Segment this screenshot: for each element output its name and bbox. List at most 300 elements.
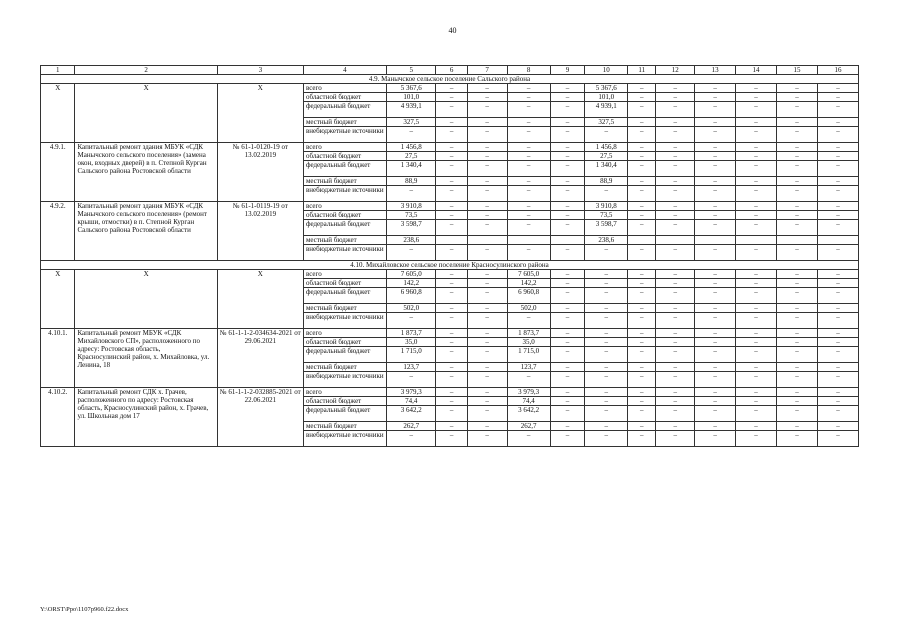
object-number: 4.10.2. <box>41 388 75 447</box>
amount-cell: – <box>436 93 467 102</box>
amount-cell: 74,4 <box>507 397 550 406</box>
amount-cell: – <box>467 245 507 261</box>
amount-cell: – <box>817 329 858 338</box>
amount-cell: 1 873,7 <box>386 329 436 338</box>
amount-cell: – <box>656 329 695 338</box>
amount-cell: 1 340,4 <box>585 161 628 177</box>
amount-cell: – <box>436 347 467 363</box>
amount-cell: – <box>436 84 467 93</box>
amount-cell: 5 367,6 <box>585 84 628 93</box>
amount-cell: – <box>817 304 858 313</box>
amount-cell: 3 598,7 <box>386 220 436 236</box>
amount-cell: – <box>695 186 736 202</box>
amount-cell: – <box>436 388 467 397</box>
amount-cell: – <box>656 347 695 363</box>
column-number-13: 13 <box>695 66 736 75</box>
amount-cell: – <box>777 93 818 102</box>
amount-cell: – <box>628 220 656 236</box>
amount-cell: – <box>550 161 584 177</box>
amount-cell: – <box>467 186 507 202</box>
amount-cell: – <box>817 84 858 93</box>
amount-cell: – <box>695 152 736 161</box>
amount-cell: – <box>550 152 584 161</box>
funding-source-label: внебюджетные источники <box>303 431 386 447</box>
amount-cell: – <box>628 288 656 304</box>
amount-cell: – <box>467 177 507 186</box>
amount-cell: – <box>628 127 656 143</box>
amount-cell: – <box>507 313 550 329</box>
amount-cell: – <box>550 102 584 118</box>
funding-source-label: областной бюджет <box>303 338 386 347</box>
amount-cell: – <box>467 397 507 406</box>
amount-cell: – <box>736 245 777 261</box>
amount-cell: – <box>817 186 858 202</box>
amount-cell: – <box>695 288 736 304</box>
amount-cell: – <box>585 363 628 372</box>
amount-cell: – <box>695 211 736 220</box>
amount-cell: – <box>628 431 656 447</box>
amount-cell: – <box>550 338 584 347</box>
amount-cell: – <box>695 245 736 261</box>
amount-cell: – <box>777 338 818 347</box>
object-registry-code: № 61-1-0120-19 от 13.02.2019 <box>217 143 303 202</box>
amount-cell: – <box>436 152 467 161</box>
funding-source-label: областной бюджет <box>303 152 386 161</box>
amount-cell: – <box>817 118 858 127</box>
amount-cell: – <box>436 220 467 236</box>
table-row <box>41 143 859 152</box>
amount-cell: – <box>736 288 777 304</box>
amount-cell: 74,4 <box>386 397 436 406</box>
amount-cell: – <box>736 338 777 347</box>
amount-cell: – <box>695 84 736 93</box>
amount-cell: – <box>585 372 628 388</box>
amount-cell: – <box>695 202 736 211</box>
table-row <box>41 202 859 211</box>
object-name: X <box>75 84 217 143</box>
amount-cell: – <box>817 288 858 304</box>
funding-source-label: внебюджетные источники <box>303 186 386 202</box>
amount-cell: – <box>467 431 507 447</box>
amount-cell: – <box>656 127 695 143</box>
amount-cell: 35,0 <box>386 338 436 347</box>
amount-cell: – <box>628 211 656 220</box>
object-name: Капитальный ремонт СДК х. Грачев, расположенного по адресу: Ростовская область, Красносулинский район, х. Грачев, ул. Школьная дом 17 <box>75 388 217 447</box>
amount-cell <box>656 236 695 245</box>
amount-cell: – <box>736 363 777 372</box>
amount-cell: – <box>656 313 695 329</box>
amount-cell: – <box>695 127 736 143</box>
object-name: Капитальный ремонт здания МБУК «СДК Манычского сельского поселения» (замена окон, входных дверей) в п. Степной Курган Сальского района Ростовской области <box>75 143 217 202</box>
amount-cell: 1 456,8 <box>386 143 436 152</box>
amount-cell: 27,5 <box>585 152 628 161</box>
amount-cell: – <box>550 143 584 152</box>
object-number: 4.9.2. <box>41 202 75 261</box>
amount-cell: – <box>736 127 777 143</box>
amount-cell: – <box>585 313 628 329</box>
amount-cell <box>550 236 584 245</box>
amount-cell: – <box>507 211 550 220</box>
funding-source-label: внебюджетные источники <box>303 372 386 388</box>
amount-cell: – <box>656 152 695 161</box>
amount-cell: – <box>550 177 584 186</box>
amount-cell: – <box>777 102 818 118</box>
amount-cell: – <box>467 347 507 363</box>
column-number-1: 1 <box>41 66 75 75</box>
amount-cell: – <box>550 127 584 143</box>
amount-cell: – <box>467 118 507 127</box>
amount-cell: – <box>628 270 656 279</box>
column-number-7: 7 <box>467 66 507 75</box>
amount-cell: – <box>628 347 656 363</box>
amount-cell: – <box>817 93 858 102</box>
funding-source-label: местный бюджет <box>303 422 386 431</box>
amount-cell: – <box>467 288 507 304</box>
amount-cell: – <box>736 211 777 220</box>
amount-cell: – <box>436 245 467 261</box>
object-registry-code: № 61-1-0119-19 от 13.02.2019 <box>217 202 303 261</box>
amount-cell: 142,2 <box>507 279 550 288</box>
amount-cell: – <box>817 245 858 261</box>
object-registry-code: X <box>217 84 303 143</box>
amount-cell: – <box>436 363 467 372</box>
amount-cell: 3 910,8 <box>585 202 628 211</box>
funding-source-label: областной бюджет <box>303 397 386 406</box>
amount-cell: – <box>695 363 736 372</box>
amount-cell: 238,6 <box>585 236 628 245</box>
amount-cell: – <box>817 202 858 211</box>
amount-cell: – <box>777 177 818 186</box>
amount-cell: – <box>817 152 858 161</box>
amount-cell: – <box>436 118 467 127</box>
table-row <box>41 329 859 338</box>
amount-cell: – <box>656 431 695 447</box>
amount-cell: 3 598,7 <box>585 220 628 236</box>
amount-cell: – <box>736 270 777 279</box>
amount-cell: – <box>656 388 695 397</box>
column-number-5: 5 <box>386 66 436 75</box>
amount-cell: – <box>777 279 818 288</box>
amount-cell: 502,0 <box>386 304 436 313</box>
amount-cell: – <box>507 102 550 118</box>
amount-cell: – <box>436 313 467 329</box>
amount-cell: 101,0 <box>386 93 436 102</box>
amount-cell: – <box>585 347 628 363</box>
amount-cell: – <box>777 422 818 431</box>
funding-source-label: местный бюджет <box>303 304 386 313</box>
amount-cell: – <box>550 118 584 127</box>
amount-cell: – <box>436 329 467 338</box>
amount-cell: – <box>467 102 507 118</box>
amount-cell: – <box>628 388 656 397</box>
amount-cell: – <box>695 338 736 347</box>
amount-cell: 27,5 <box>386 152 436 161</box>
amount-cell: – <box>817 313 858 329</box>
amount-cell: 3 642,2 <box>386 406 436 422</box>
amount-cell: – <box>436 211 467 220</box>
amount-cell: – <box>436 270 467 279</box>
amount-cell: – <box>656 102 695 118</box>
amount-cell: – <box>736 202 777 211</box>
amount-cell: – <box>777 245 818 261</box>
amount-cell: – <box>628 161 656 177</box>
amount-cell: – <box>736 118 777 127</box>
amount-cell: – <box>507 220 550 236</box>
amount-cell: – <box>777 363 818 372</box>
amount-cell: – <box>467 84 507 93</box>
amount-cell: – <box>656 143 695 152</box>
amount-cell: – <box>695 93 736 102</box>
column-number-2: 2 <box>75 66 217 75</box>
funding-source-label: федеральный бюджет <box>303 288 386 304</box>
amount-cell: – <box>550 186 584 202</box>
column-number-6: 6 <box>436 66 467 75</box>
amount-cell: 101,0 <box>585 93 628 102</box>
section-title-row <box>41 261 859 270</box>
amount-cell: – <box>550 422 584 431</box>
amount-cell: – <box>507 84 550 93</box>
amount-cell: – <box>656 279 695 288</box>
amount-cell: – <box>656 202 695 211</box>
amount-cell: – <box>736 347 777 363</box>
amount-cell: – <box>736 388 777 397</box>
amount-cell: – <box>585 406 628 422</box>
amount-cell: – <box>386 431 436 447</box>
amount-cell: – <box>436 372 467 388</box>
amount-cell: – <box>550 304 584 313</box>
amount-cell: – <box>777 143 818 152</box>
amount-cell: 3 979,3 <box>507 388 550 397</box>
amount-cell: – <box>585 338 628 347</box>
amount-cell: – <box>436 406 467 422</box>
amount-cell: – <box>695 161 736 177</box>
amount-cell: – <box>736 93 777 102</box>
amount-cell: – <box>436 288 467 304</box>
amount-cell: – <box>628 84 656 93</box>
amount-cell: – <box>695 177 736 186</box>
object-number: 4.9.1. <box>41 143 75 202</box>
amount-cell: – <box>386 372 436 388</box>
amount-cell: – <box>467 313 507 329</box>
amount-cell: – <box>628 245 656 261</box>
footer-file-path: Y:\ORST\Ppo\1107p960.f22.docx <box>40 606 129 613</box>
amount-cell: – <box>628 152 656 161</box>
amount-cell: – <box>736 431 777 447</box>
amount-cell: – <box>656 186 695 202</box>
amount-cell: – <box>777 347 818 363</box>
amount-cell: – <box>656 270 695 279</box>
funding-source-label: федеральный бюджет <box>303 102 386 118</box>
amount-cell: – <box>467 93 507 102</box>
amount-cell: – <box>736 329 777 338</box>
amount-cell: – <box>550 279 584 288</box>
amount-cell: 262,7 <box>386 422 436 431</box>
funding-source-label: всего <box>303 143 386 152</box>
amount-cell: – <box>695 388 736 397</box>
amount-cell: – <box>386 313 436 329</box>
amount-cell: – <box>467 279 507 288</box>
amount-cell: – <box>817 431 858 447</box>
amount-cell: – <box>467 143 507 152</box>
amount-cell: – <box>550 431 584 447</box>
amount-cell: – <box>550 388 584 397</box>
amount-cell: – <box>736 372 777 388</box>
amount-cell: – <box>777 152 818 161</box>
amount-cell: – <box>777 372 818 388</box>
amount-cell: – <box>656 288 695 304</box>
amount-cell: – <box>628 372 656 388</box>
amount-cell: – <box>628 329 656 338</box>
amount-cell: – <box>817 338 858 347</box>
amount-cell: – <box>695 347 736 363</box>
amount-cell: – <box>585 288 628 304</box>
amount-cell: – <box>656 372 695 388</box>
amount-cell: – <box>467 220 507 236</box>
amount-cell <box>736 236 777 245</box>
amount-cell: – <box>550 347 584 363</box>
amount-cell: – <box>817 397 858 406</box>
amount-cell: 4 939,1 <box>386 102 436 118</box>
amount-cell: – <box>386 186 436 202</box>
amount-cell: – <box>386 245 436 261</box>
amount-cell <box>436 236 467 245</box>
page-number: 40 <box>448 26 457 35</box>
amount-cell: – <box>656 406 695 422</box>
amount-cell: – <box>436 279 467 288</box>
amount-cell: 1 715,0 <box>386 347 436 363</box>
amount-cell: – <box>736 152 777 161</box>
amount-cell: – <box>550 406 584 422</box>
amount-cell: – <box>656 245 695 261</box>
amount-cell: – <box>777 220 818 236</box>
amount-cell: – <box>628 422 656 431</box>
amount-cell: – <box>777 127 818 143</box>
amount-cell: – <box>436 186 467 202</box>
amount-cell: – <box>695 406 736 422</box>
amount-cell: 502,0 <box>507 304 550 313</box>
amount-cell: – <box>550 372 584 388</box>
amount-cell: – <box>628 202 656 211</box>
amount-cell: – <box>585 270 628 279</box>
amount-cell: – <box>695 372 736 388</box>
amount-cell: – <box>777 304 818 313</box>
amount-cell: – <box>695 279 736 288</box>
column-number-8: 8 <box>507 66 550 75</box>
amount-cell: – <box>436 338 467 347</box>
funding-source-label: федеральный бюджет <box>303 347 386 363</box>
amount-cell <box>777 236 818 245</box>
table-row <box>41 270 859 279</box>
object-registry-code: X <box>217 270 303 329</box>
amount-cell: – <box>628 313 656 329</box>
amount-cell: – <box>550 93 584 102</box>
funding-source-label: всего <box>303 270 386 279</box>
amount-cell: – <box>695 313 736 329</box>
amount-cell: – <box>695 329 736 338</box>
amount-cell: 123,7 <box>507 363 550 372</box>
amount-cell: – <box>467 388 507 397</box>
amount-cell: – <box>585 422 628 431</box>
column-number-10: 10 <box>585 66 628 75</box>
amount-cell: – <box>628 102 656 118</box>
amount-cell: – <box>585 245 628 261</box>
amount-cell: 7 605,0 <box>507 270 550 279</box>
funding-source-label: местный бюджет <box>303 118 386 127</box>
column-number-4: 4 <box>303 66 386 75</box>
amount-cell: – <box>507 152 550 161</box>
amount-cell: 1 340,4 <box>386 161 436 177</box>
amount-cell: – <box>628 186 656 202</box>
amount-cell: – <box>628 304 656 313</box>
amount-cell: – <box>467 338 507 347</box>
amount-cell: – <box>736 220 777 236</box>
funding-source-label: местный бюджет <box>303 363 386 372</box>
amount-cell: – <box>550 245 584 261</box>
section-title-row <box>41 75 859 84</box>
amount-cell: – <box>628 406 656 422</box>
amount-cell: – <box>550 313 584 329</box>
amount-cell: 1 456,8 <box>585 143 628 152</box>
amount-cell: – <box>507 143 550 152</box>
amount-cell: – <box>656 118 695 127</box>
section-title: 4.9. Манычское сельское поселение Сальского района <box>41 75 859 84</box>
amount-cell: – <box>656 304 695 313</box>
column-number-11: 11 <box>628 66 656 75</box>
amount-cell: – <box>736 406 777 422</box>
amount-cell: – <box>817 388 858 397</box>
object-registry-code: № 61-1-1-2-032885-2021 от 22.06.2021 <box>217 388 303 447</box>
amount-cell: – <box>736 161 777 177</box>
amount-cell: – <box>777 118 818 127</box>
amount-cell: – <box>777 84 818 93</box>
amount-cell: – <box>550 397 584 406</box>
amount-cell: – <box>777 211 818 220</box>
amount-cell: – <box>507 186 550 202</box>
amount-cell: – <box>550 329 584 338</box>
amount-cell: – <box>628 397 656 406</box>
amount-cell: – <box>467 406 507 422</box>
amount-cell: – <box>585 431 628 447</box>
amount-cell: – <box>817 161 858 177</box>
column-number-12: 12 <box>656 66 695 75</box>
amount-cell: – <box>777 161 818 177</box>
amount-cell: – <box>467 304 507 313</box>
amount-cell: – <box>628 279 656 288</box>
amount-cell: – <box>467 152 507 161</box>
object-name: Капитальный ремонт здания МБУК «СДК Манычского сельского поселения» (ремонт крыши, отмостки) в п. Степной Курган Сальского района Ростовской области <box>75 202 217 261</box>
amount-cell: – <box>656 422 695 431</box>
amount-cell: – <box>585 127 628 143</box>
amount-cell: 35,0 <box>507 338 550 347</box>
amount-cell: – <box>550 220 584 236</box>
funding-source-label: федеральный бюджет <box>303 161 386 177</box>
amount-cell: – <box>656 84 695 93</box>
table-row <box>41 388 859 397</box>
column-number-14: 14 <box>736 66 777 75</box>
amount-cell: – <box>550 363 584 372</box>
amount-cell: – <box>695 143 736 152</box>
amount-cell: – <box>736 143 777 152</box>
amount-cell: 238,6 <box>386 236 436 245</box>
object-number: X <box>41 270 75 329</box>
amount-cell: – <box>467 127 507 143</box>
amount-cell <box>817 236 858 245</box>
amount-cell: – <box>585 397 628 406</box>
amount-cell: – <box>777 186 818 202</box>
amount-cell: – <box>550 288 584 304</box>
amount-cell: – <box>436 177 467 186</box>
amount-cell: – <box>817 143 858 152</box>
